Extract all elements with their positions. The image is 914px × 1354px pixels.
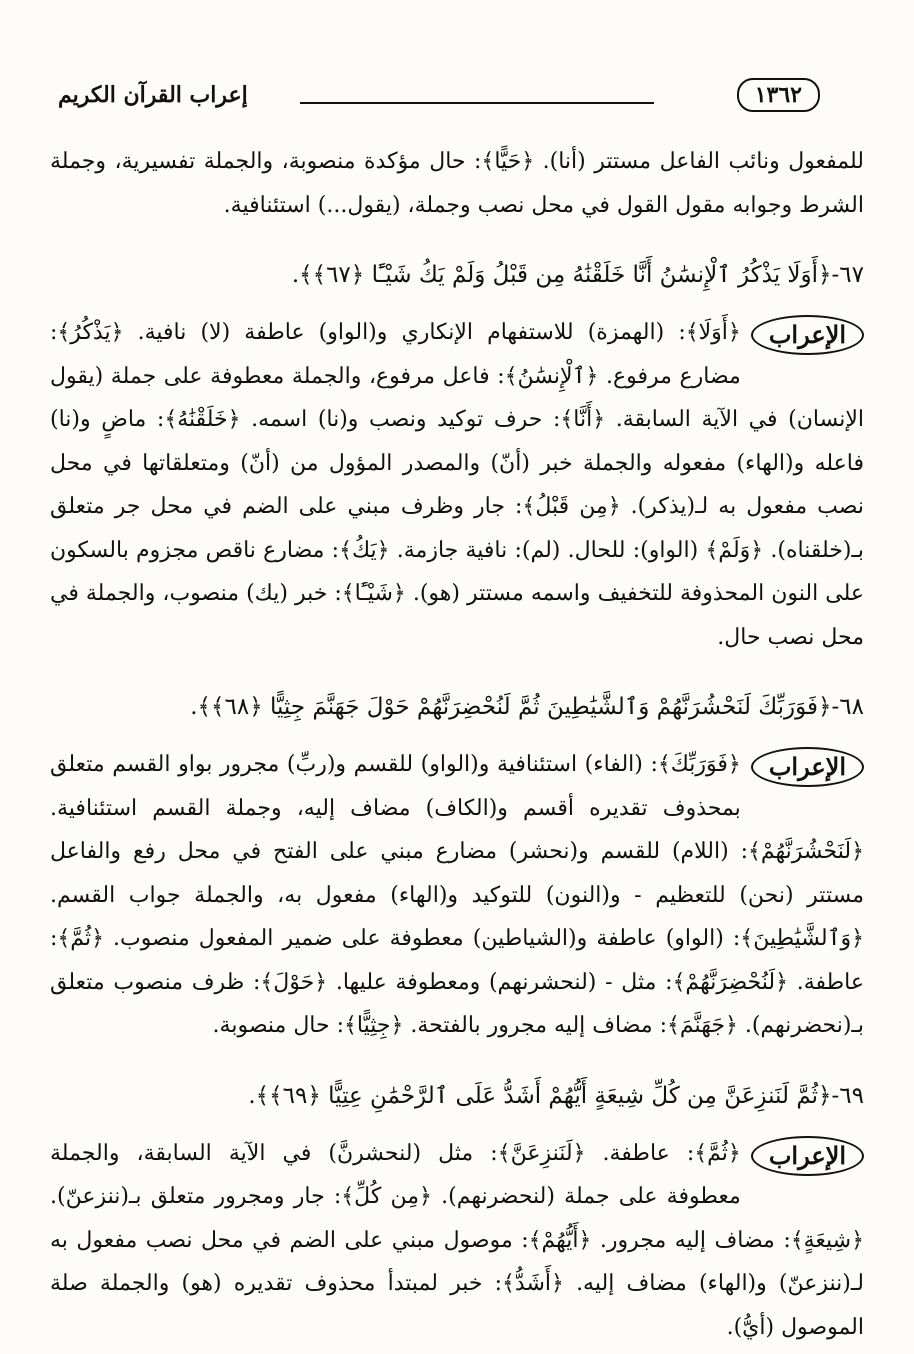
header-divider (300, 102, 654, 104)
irab-label: الإعراب (751, 315, 864, 355)
irab-text: ﴿فَوَرَبِّكَ﴾: (الفاء) استئنافية و(الواو) للقسم و(ربِّ) مجرور بواو القسم متعلق بمحذوف تقديره أقسم و(الكاف) مضاف إليه، وجملة القسم استئنافية. ﴿لَنَحْشُرَنَّهُمْ﴾: (اللام) للقسم و(نحشر) مضارع مبني على الفتح في محل رفع والفاعل مستتر (نحن) للتعظيم - و(النون) للتوكيد و(الهاء) مفعول به، والجملة جواب القسم. ﴿وَٱلشَّيَٰطِينَ﴾: (الواو) عاطفة و(الشياطين) معطوفة على ضمير المفعول منصوب. ﴿ثُمَّ﴾: عاطفة. ﴿لَنُحْضِرَنَّهُمْ﴾: مثل - (لنحشرنهم) ومعطوفة عليها. ﴿حَوْلَ﴾: ظرف منصوب متعلق بـ(نحضرنهم). ﴿جَهَنَّمَ﴾: مضاف إليه مجرور بالفتحة. ﴿جِثِيًّا﴾: حال منصوبة. (50, 752, 864, 1038)
page-content (50, 140, 864, 1349)
irab-text: ﴿أَوَلَا﴾: (الهمزة) للاستفهام الإنكاري و(الواو) عاطفة (لا) نافية. ﴿يَذْكُرُ﴾: مضارع مرفوع. ﴿ٱلْإِنسَٰنُ﴾: فاعل مرفوع، والجملة معطوفة على جملة (يقول الإنسان) في الآية السابقة. ﴿أَنَّا﴾: حرف توكيد ونصب و(نا) اسمه. ﴿خَلَقْنَٰهُ﴾: ماضٍ و(نا) فاعله و(الهاء) مفعوله والجملة خبر (أنّ) والمصدر المؤول من (أنّ) ومتعلقاتها في محل نصب مفعول به لـ(يذكر). ﴿مِن قَبْلُ﴾: جار وظرف مبني على الضم في محل جر متعلق بـ(خلقناه). ﴿وَلَمْ﴾ (الواو): للحال. (لم): نافية جازمة. ﴿يَكُ﴾: مضارع ناقص مجزوم بالسكون على النون المحذوفة للتخفيف واسمه مستتر (هو). ﴿شَيْـًٔا﴾: خبر (يك) منصوب، والجملة في محل نصب حال. (50, 320, 864, 650)
irab-block-69 (50, 1132, 864, 1350)
verse-69: ٦٩-﴿ثُمَّ لَنَنزِعَنَّ مِن كُلِّ شِيعَةٍ أَيُّهُمْ أَشَدُّ عَلَى ٱلرَّحْمَٰنِ عِتِيًّا ﴿٦٩﴾﴾. (248, 1082, 864, 1109)
page-number: ١٣٦٢ (737, 78, 820, 112)
verse-68: ٦٨-﴿فَوَرَبِّكَ لَنَحْشُرَنَّهُمْ وَٱلشَّيَٰطِينَ ثُمَّ لَنُحْضِرَنَّهُمْ حَوْلَ جَهَنَّمَ جِثِيًّا ﴿٦٨﴾﴾. (190, 694, 864, 720)
irab-label: الإعراب (751, 747, 864, 787)
irab-block-67 (50, 311, 864, 659)
book-title: إعراب القرآن الكريم (58, 82, 248, 108)
verse-67: ٦٧-﴿أَوَلَا يَذْكُرُ ٱلْإِنسَٰنُ أَنَّا خَلَقْنَٰهُ مِن قَبْلُ وَلَمْ يَكُ شَيْـًٔا ﴿٦٧﴾﴾. (291, 262, 864, 288)
irab-block-68 (50, 743, 864, 1048)
page-header (40, 72, 874, 120)
intro-paragraph: للمفعول ونائب الفاعل مستتر (أنا). ﴿حَيًّا﴾: حال مؤكدة منصوبة، والجملة تفسيرية، وجملة الشرط وجوابه مقول القول في محل نصب وجملة، (يقول...) استئنافية. (50, 149, 864, 218)
irab-text: ﴿ثُمَّ﴾: عاطفة. ﴿لَنَنزِعَنَّ﴾: مثل (لنحشرنَّ) في الآية السابقة، والجملة معطوفة على جملة (لنحضرنهم). ﴿مِن كُلِّ﴾: جار ومجرور متعلق بـ(ننزعنّ). ﴿شِيعَةٍ﴾: مضاف إليه مجرور. ﴿أَيُّهُمْ﴾: موصول مبني على الضم في محل نصب مفعول به لـ(ننزعنّ) و(الهاء) مضاف إليه. ﴿أَشَدُّ﴾: خبر لمبتدأ محذوف تقديره (هو) والجملة صلة الموصول (أيُّ). (50, 1140, 864, 1340)
irab-label: الإعراب (751, 1136, 864, 1176)
